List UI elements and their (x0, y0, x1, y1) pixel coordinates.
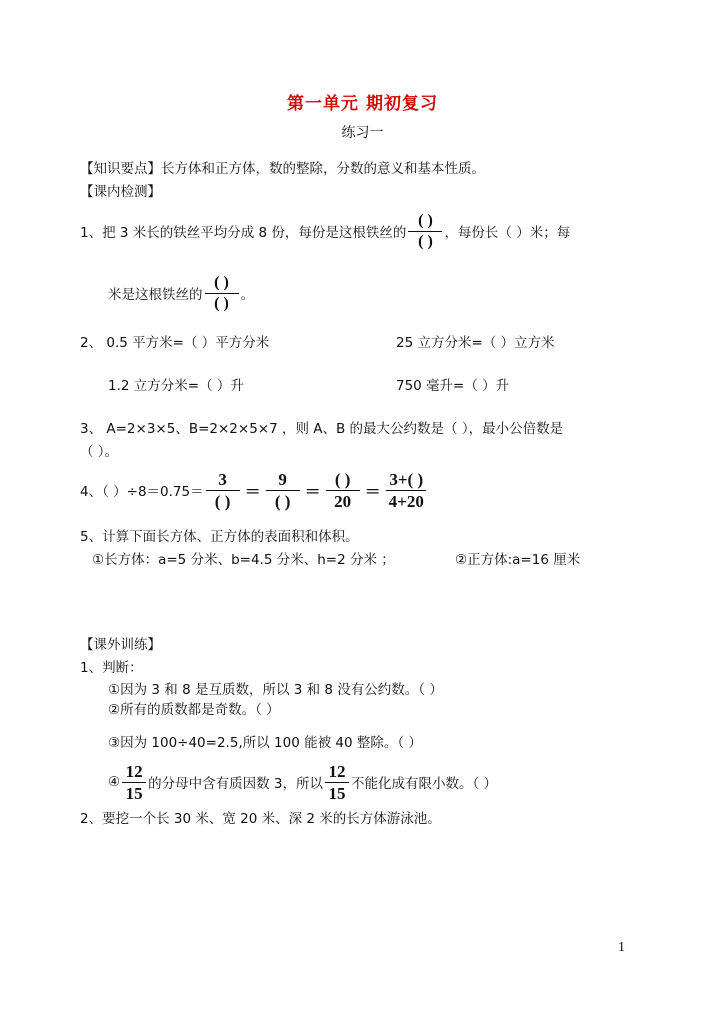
judge-item-4-suffix: 不能化成有限小数。（ ） (351, 776, 498, 792)
judge-item-4-middle: 的分母中含有质因数 3，所以 (148, 776, 323, 792)
judge-heading: 1、判断： (80, 660, 143, 676)
question-1-line2 (108, 273, 254, 313)
q4-fraction-1-denominator: ( ) (214, 491, 231, 511)
knowledge-points: 【知识要点】长方体和正方体，数的整除，分数的意义和基本性质。 (80, 161, 485, 177)
q4-fraction-4-numerator: 3+( ) (386, 471, 426, 491)
q4-fraction-2-numerator: 9 (266, 471, 300, 491)
q1-fraction-2 (205, 275, 239, 312)
judge-item-4-fraction-2 (325, 763, 349, 802)
judge-item-1: ①因为 3 和 8 是互质数，所以 3 和 8 没有公约数。（ ） (108, 682, 443, 698)
q4-equals-2: ＝ (304, 483, 321, 501)
q1-fraction-1-denominator: ( ) (418, 232, 433, 250)
page-number: 1 (618, 940, 625, 955)
judge-item-4-fraction-1-denominator: 15 (125, 783, 143, 803)
q1-text-part3: 米是这根铁丝的 (108, 287, 203, 303)
q4-fraction-3-numerator: ( ) (326, 471, 360, 491)
q1-text-part4: 。 (240, 287, 254, 303)
outside-heading: 【课外训练】 (80, 637, 161, 653)
judge-item-4-prefix: ④ (108, 774, 121, 790)
q4-fraction-4 (386, 471, 427, 510)
q4-equals-1: ＝ (244, 483, 261, 501)
q5-item-b: ②正方体:a=16 厘米 (455, 552, 581, 568)
q5-item-a: ①长方体：a=5 分米、b=4.5 分米、h=2 分米 ； (92, 552, 395, 568)
q4-fraction-3-denominator: 20 (334, 491, 352, 511)
q4-fraction-4-denominator: 4+20 (388, 491, 424, 511)
q4-fraction-2-denominator: ( ) (274, 491, 291, 511)
q3-line1: 3、 A=2×3×5、B=2×2×5×7 ，则 A、B 的最大公约数是（ ），最小公倍数是 (80, 421, 564, 437)
page-title: 第一单元 期初复习 (287, 94, 438, 114)
q2-item-b: 25 立方分米=（ ）立方米 (396, 335, 555, 351)
q3-line2: （ ）。 (80, 444, 119, 460)
q2-item-d: 750 毫升=（ ）升 (396, 378, 510, 394)
judge-item-4-fraction-2-numerator: 12 (325, 763, 349, 783)
q4-fraction-1 (206, 471, 240, 510)
q4-equals-3: ＝ (364, 483, 381, 501)
q1-fraction-1-numerator: ( ) (408, 213, 442, 232)
q1-fraction-1 (408, 213, 442, 250)
question-pool: 2、要挖一个长 30 米、宽 20 米、深 2 米的长方体游泳池。 (80, 811, 441, 827)
q1-fraction-2-numerator: ( ) (205, 275, 239, 294)
q4-fraction-3 (326, 471, 360, 510)
question-1-line1 (80, 211, 570, 251)
judge-item-4-fraction-1-numerator: 12 (122, 763, 146, 783)
judge-item-4-fraction-1 (122, 763, 146, 802)
question-4 (80, 468, 429, 512)
q1-fraction-2-denominator: ( ) (214, 294, 229, 312)
q4-fraction-1-numerator: 3 (206, 471, 240, 491)
q2-item-a: 2、 0.5 平方米=（ ）平方分米 (80, 335, 270, 351)
q5-line1: 5、计算下面长方体、正方体的表面积和体积。 (80, 529, 359, 545)
judge-item-4 (108, 761, 497, 803)
in-class-heading: 【课内检测】 (80, 184, 161, 200)
q4-fraction-2 (266, 471, 300, 510)
judge-item-2: ②所有的质数都是奇数。（ ） (108, 702, 280, 718)
judge-item-4-fraction-2-denominator: 15 (328, 783, 346, 803)
q1-text-part1: 1、把 3 米长的铁丝平均分成 8 份，每份是这根铁丝的 (80, 225, 407, 241)
q4-prefix: 4、（ ）÷8＝0.75＝ (80, 484, 204, 500)
q2-item-c: 1.2 立方分米=（ ）升 (108, 378, 244, 394)
judge-item-3: ③因为 100÷40=2.5,所以 100 能被 40 整除。（ ） (108, 735, 422, 751)
page-subtitle: 练习一 (341, 125, 384, 141)
q1-text-part2: ，每份长（ ）米；每 (444, 225, 571, 241)
